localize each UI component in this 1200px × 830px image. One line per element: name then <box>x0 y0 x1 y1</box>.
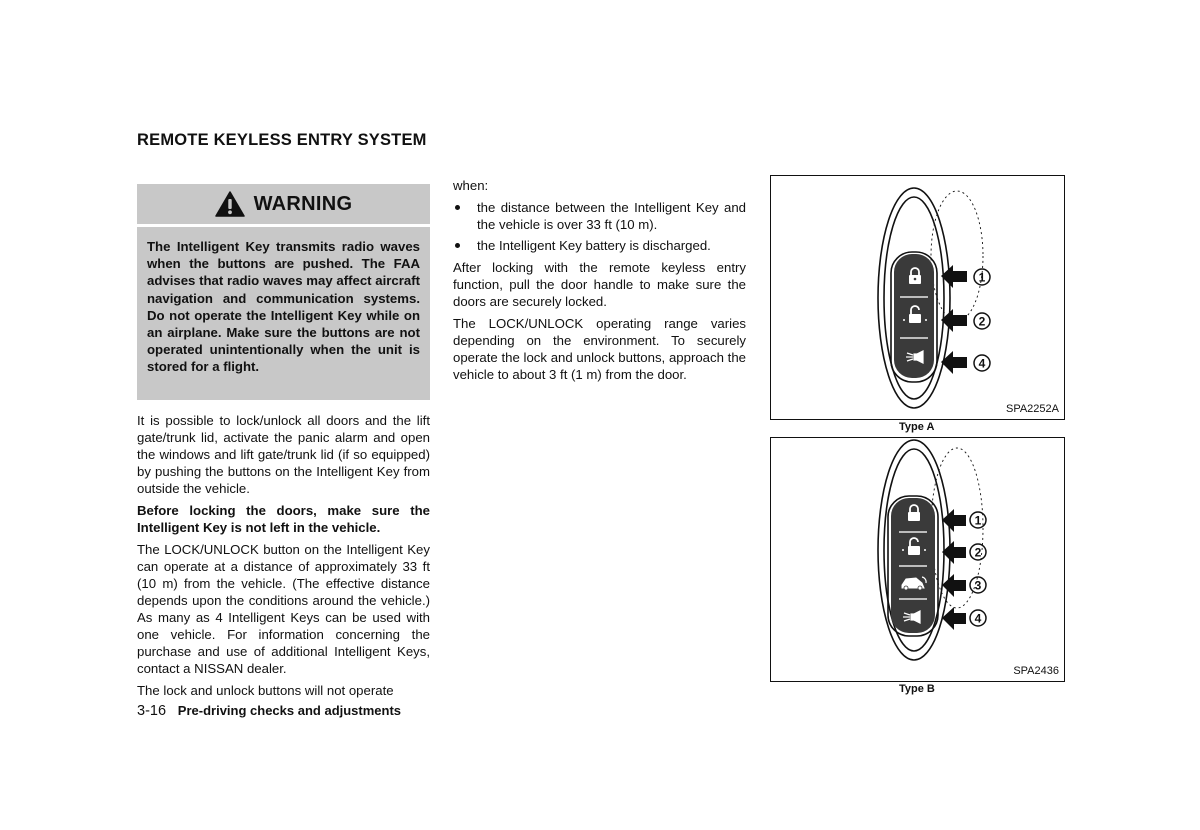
figure-caption: Type A <box>899 421 935 433</box>
callout-number: 2 <box>974 545 982 560</box>
bullet-icon <box>455 205 460 210</box>
warning-title: WARNING <box>253 192 353 215</box>
callout-number: 3 <box>974 578 982 593</box>
bullet-icon <box>455 243 460 248</box>
callout-number: 2 <box>978 314 986 329</box>
figure-type-b <box>770 437 1065 682</box>
page-footer <box>137 703 401 719</box>
page-number: 3-16 <box>137 703 167 719</box>
callout-number: 1 <box>978 270 986 285</box>
warning-text: The Intelligent Key transmits radio waves when the buttons are pushed. The FAA advises that radio waves may affect aircraft navigation and communication systems. Do not operate the Intelligent Key while on an airplane. Make sure the buttons are not operated unintentionally when the unit is stored for a flight. <box>147 239 420 375</box>
paragraph-when: when: <box>453 178 489 193</box>
section-title: REMOTE KEYLESS ENTRY SYSTEM <box>137 131 427 149</box>
callout-number: 1 <box>974 513 982 528</box>
column-left <box>137 412 430 704</box>
key-fob-type-b-illustration <box>771 438 1064 681</box>
chapter-title: Pre-driving checks and adjustments <box>177 703 402 718</box>
callout-number: 4 <box>978 356 986 371</box>
paragraph-operating-range: The LOCK/UNLOCK operating range varies depending on the environment. To securely operate the lock and unlock buttons, approach the vehicle to about 3 ft (1 m) from the door. <box>453 315 746 382</box>
figure-type-a <box>770 175 1065 420</box>
list-item: the distance between the Intelligent Key and the vehicle is over 33 ft (10 m). <box>453 199 746 233</box>
column-middle <box>453 177 746 388</box>
callout-number: 4 <box>974 611 982 626</box>
condition-list <box>453 199 746 255</box>
paragraph-capabilities: It is possible to lock/unlock all doors and the lift gate/trunk lid, activate the panic alarm and open the windows and lift gate/trunk lid (if so equipped) by pushing the buttons on the Intelligent Key from outside the vehicle. <box>137 413 430 497</box>
warning-box <box>137 184 430 400</box>
figure-code: SPA2436 <box>1013 665 1059 677</box>
paragraph-range: The LOCK/UNLOCK button on the Intelligent Key can operate at a distance of approximately 33 ft (10 m) from the vehicle. (The effective distance depends upon the conditions around the vehicle.) As many as 4 Intelligent Keys can be used with one vehicle. For information concerning the purchase and use of additional Intelligent Keys, contact a NISSAN dealer. <box>137 541 430 677</box>
callout-arrows <box>942 509 966 630</box>
key-fob-type-a-illustration <box>771 176 1064 419</box>
paragraph-not-operate: The lock and unlock buttons will not operate <box>137 682 394 698</box>
paragraph-caution: Before locking the doors, make sure the Intelligent Key is not left in the vehicle. <box>137 502 430 536</box>
warning-header <box>137 184 430 227</box>
warning-triangle-icon <box>215 191 245 217</box>
figure-caption: Type B <box>899 683 935 695</box>
figure-code: SPA2252A <box>1005 403 1059 415</box>
paragraph-after-locking: After locking with the remote keyless entry function, pull the door handle to make sure the doors are securely locked. <box>453 259 746 310</box>
list-item: the Intelligent Key battery is discharged. <box>453 237 746 254</box>
